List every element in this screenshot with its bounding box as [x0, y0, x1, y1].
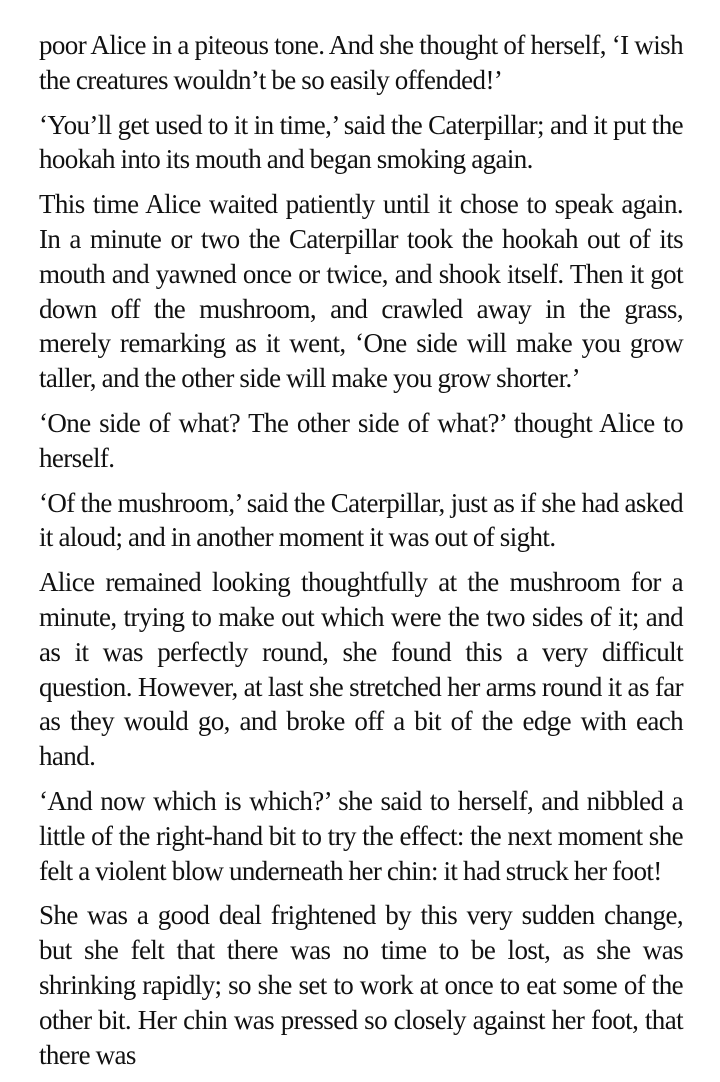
paragraph-3: This time Alice waited patiently until it chose to speak again. In a minute or two the Caterpillar took the hookah out of its mouth and yawned once or twice, and shook itself. Then it got down off the mushroom, and crawled away in the grass, merely remarking as it went, ‘One side will make you grow taller, and the other side will make you grow shorter.’ [39, 189, 683, 394]
paragraph-7: ‘And now which is which?’ she said to herself, and nibbled a little of the right-hand bit to try the effect: the next moment she felt a violent blow underneath her chin: it had struck her foot! [39, 785, 683, 886]
paragraph-2: ‘You’ll get used to it in time,’ said the Caterpillar; and it put the hookah into its mouth and began smoking again. [39, 109, 683, 175]
paragraph-1: poor Alice in a piteous tone. And she thought of herself, ‘I wish the creatures wouldn’t be so easily offended!’ [39, 30, 683, 95]
paragraph-8: She was a good deal frightened by this very sudden change, but she felt that there was no time to be lost, as she was shrinking rapidly; so she set to work at once to eat some of the other bit. Her chin was pressed so closely against her foot, that there was [39, 900, 683, 1070]
paragraph-5: ‘Of the mushroom,’ said the Caterpillar, just as if she had asked it aloud; and in another moment it was out of sight. [39, 487, 683, 553]
book-page [39, 28, 683, 1082]
paragraph-4: ‘One side of what? The other side of what?’ thought Alice to herself. [39, 407, 683, 473]
paragraph-6: Alice remained looking thoughtfully at the mushroom for a minute, trying to make out which were the two sides of it; and as it was perfectly round, she found this a very difficult question. However, at last she stretched her arms round it as far as they would go, and broke off a bit of the edge with each hand. [39, 567, 683, 772]
